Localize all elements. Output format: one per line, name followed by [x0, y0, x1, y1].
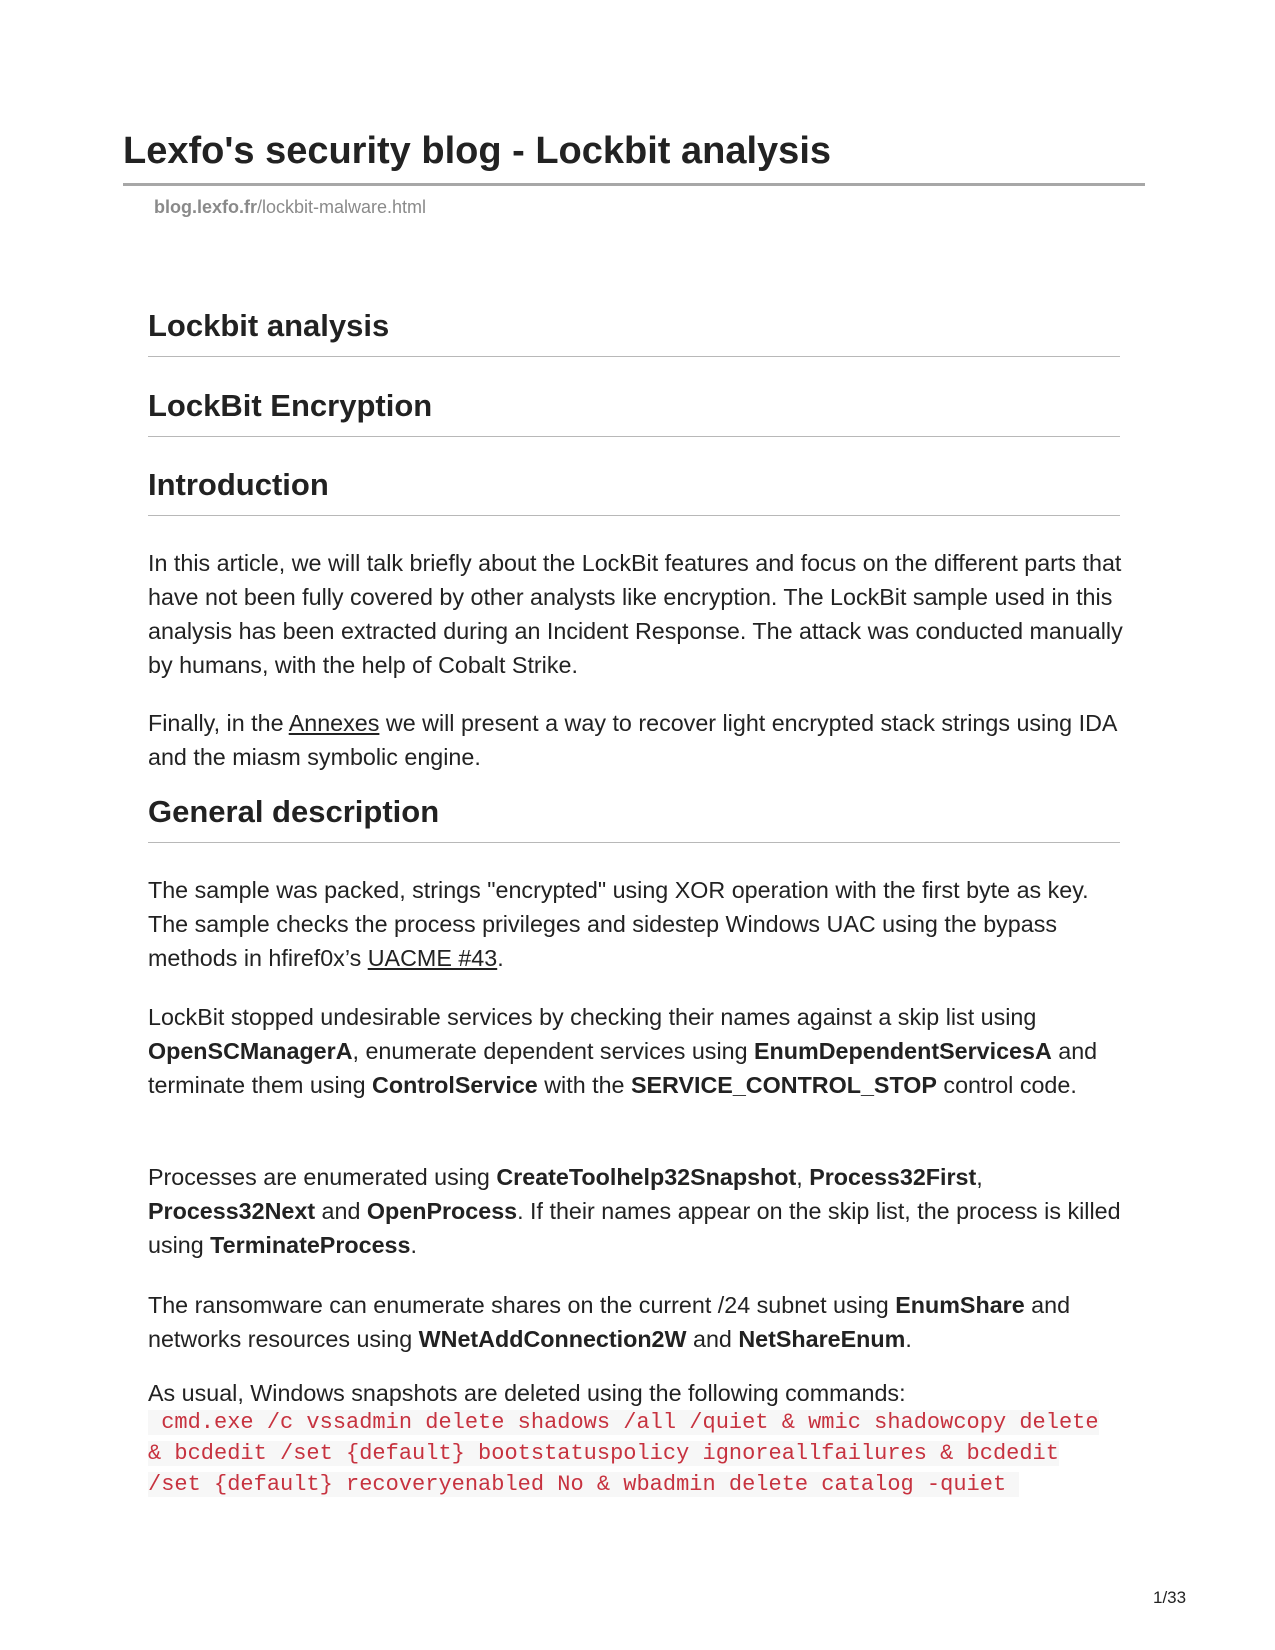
api-wnetaddconnection2w: WNetAddConnection2W [418, 1326, 687, 1352]
api-process32first: Process32First [809, 1164, 977, 1190]
code-line: & bcdedit /set {default} bootstatuspolicy ignoreallfailures & bcdedit [148, 1441, 1059, 1466]
command-code-block [148, 1407, 1123, 1500]
general-paragraph-1: The sample was packed, strings "encrypted" using XOR operation with the first byte as key. The sample checks the process privileges and sidestep Windows UAC using the bypass methods in hfiref0x’s UACME #43. [148, 877, 1089, 971]
page-number: 1/33 [1153, 1588, 1187, 1607]
api-enumshare: EnumShare [895, 1292, 1025, 1318]
code-line: cmd.exe /c vssadmin delete shadows /all /quiet & wmic shadowcopy delete [148, 1410, 1099, 1435]
api-controlservice: ControlService [372, 1072, 538, 1098]
api-terminateprocess: TerminateProcess [210, 1232, 411, 1258]
general-paragraph-4: The ransomware can enumerate shares on the current /24 subnet using EnumShare and networks resources using WNetAddConnection2W and NetShareEnum. [148, 1292, 1071, 1352]
annexes-link[interactable]: Annexes [288, 710, 380, 736]
api-openprocess: OpenProcess [366, 1198, 518, 1224]
source-url[interactable] [154, 196, 426, 218]
heading-introduction: Introduction [148, 467, 1120, 516]
code-line: /set {default} recoveryenabled No & wbadmin delete catalog -quiet [148, 1472, 1020, 1497]
general-paragraph-3: Processes are enumerated using CreateToolhelp32Snapshot, Process32First, Process32Next and OpenProcess. If their names appear on the skip list, the process is killed using TerminateProcess. [148, 1164, 1121, 1258]
const-service-control-stop: SERVICE_CONTROL_STOP [630, 1072, 937, 1098]
source-url-path: /lockbit-malware.html [257, 197, 427, 217]
title-divider [123, 183, 1145, 186]
api-enumdependentservicesa: EnumDependentServicesA [754, 1038, 1052, 1064]
document-title: Lexfo's security blog - Lockbit analysis [123, 130, 832, 172]
heading-general-description: General description [148, 794, 1120, 843]
api-createtoolhelp32snapshot: CreateToolhelp32Snapshot [496, 1164, 797, 1190]
general-paragraph-2: LockBit stopped undesirable services by checking their names against a skip list using OpenSCManagerA, enumerate dependent services using EnumDependentServicesA and terminate them using ControlService with the SERVICE_CONTROL_STOP control code. [148, 1004, 1098, 1098]
uacme-link[interactable]: UACME #43 [367, 945, 498, 971]
general-paragraph-5: As usual, Windows snapshots are deleted using the following commands: [148, 1380, 906, 1406]
heading-lockbit-analysis: Lockbit analysis [148, 308, 1120, 357]
intro-paragraph-2: Finally, in the Annexes we will present a way to recover light encrypted stack strings using IDA and the miasm symbolic engine. [148, 710, 1117, 770]
api-openscmanagera: OpenSCManagerA [148, 1038, 353, 1064]
api-process32next: Process32Next [148, 1198, 316, 1224]
api-netshareenum: NetShareEnum [738, 1326, 906, 1352]
source-url-domain: blog.lexfo.fr [154, 197, 257, 217]
intro-paragraph-1: In this article, we will talk briefly about the LockBit features and focus on the different parts that have not been fully covered by other analysts like encryption. The LockBit sample used in this analysis has been extracted during an Incident Response. The attack was conducted manually by humans, with the help of Cobalt Strike. [148, 550, 1123, 678]
heading-lockbit-encryption: LockBit Encryption [148, 388, 1120, 437]
